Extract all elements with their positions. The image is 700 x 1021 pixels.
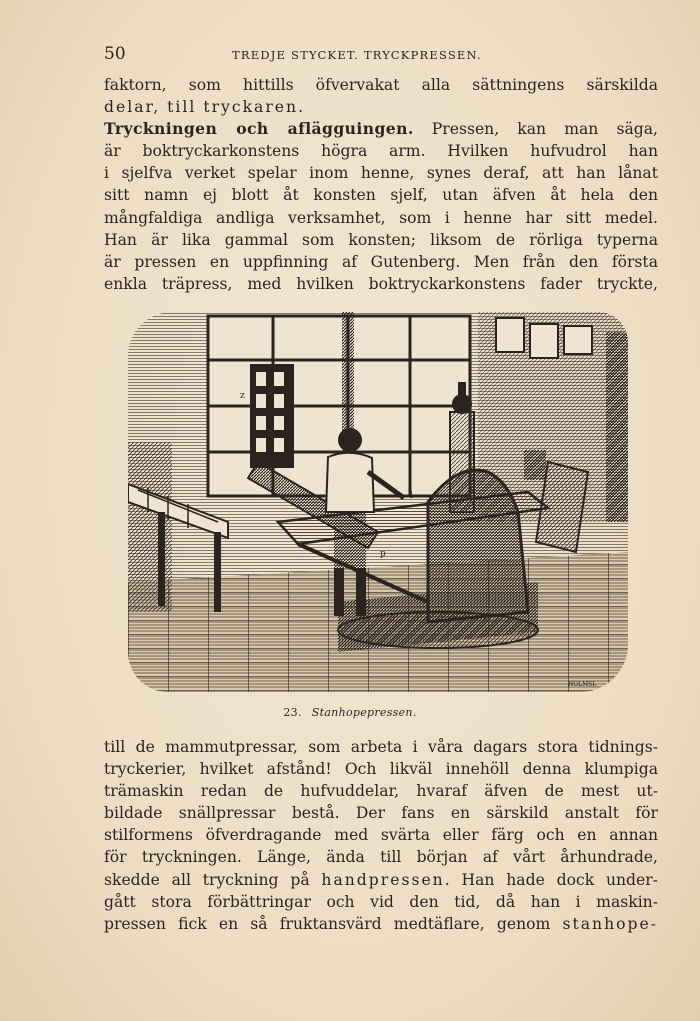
figure-label: p [380, 549, 386, 559]
page-number: 50 [104, 44, 126, 64]
text-line: mångfaldiga andliga verksamhet, som i henne har sitt medel. [104, 208, 658, 227]
text-line: Han är lika gammal som konsten; liksom de rörliga typerna [104, 230, 658, 249]
figure-label: l [410, 491, 413, 501]
section-heading: Tryckningen och aflägguingen. [104, 119, 414, 139]
text-line [104, 913, 658, 935]
text-line: trämaskin redan de hufvuddelar, hvaraf äfven de mest ut- [104, 782, 658, 801]
engraver-signature: HOLMSL [568, 681, 597, 688]
text-run: pressen fick en så fruktansvärd medtäflare, genom [104, 914, 563, 933]
figure-title: Stanhopepressen. [311, 706, 417, 719]
text-line: till de mammutpressar, som arbeta i våra dagars stora tidnings- [104, 738, 658, 756]
top-paragraphs [104, 74, 658, 295]
text-line: stilformens öfverdragande med svärta eller färg och en annan [104, 826, 658, 845]
text-run: Pressen, kan man säga, [413, 120, 658, 139]
text-line: enkla träpress, med hvilken boktryckarkonstens fader tryckte, [104, 274, 658, 293]
text-line: är boktryckarkonstens högra arm. Hvilken hufvudrol han [104, 142, 658, 161]
text-line [104, 869, 658, 891]
text-run: . Han hade dock under- [444, 870, 658, 889]
text-line: faktorn, som hittills öfvervakat alla sättningens särskilda [104, 76, 658, 94]
text-line: bildade snällpressar bestå. Der fans en särskild anstalt för [104, 804, 658, 823]
figure-number: 23. [283, 706, 302, 719]
spaced-word: delar, till tryckaren. [104, 98, 306, 117]
figure-label: z [240, 391, 245, 401]
text-run: skedde all tryckning på [104, 870, 322, 889]
bottom-paragraph [104, 736, 658, 935]
text-line [104, 118, 658, 140]
figure-caption [0, 706, 700, 719]
text-line: gått stora förbättringar och vid den tid, då han i maskin- [104, 892, 658, 911]
text-line [104, 96, 658, 118]
running-head [104, 44, 660, 66]
printing-press-engraving [128, 312, 628, 692]
running-title: TREDJE STYCKET. TRYCKPRESSEN. [232, 48, 482, 62]
text-line: sitt namn ej blott åt konsten sjelf, utan äfven åt hela den [104, 186, 658, 205]
spaced-word: stanhope- [562, 914, 658, 933]
text-line: tryckerier, hvilket afstånd! Och likväl innehöll denna klumpiga [104, 760, 658, 779]
spaced-word: handpressen [321, 870, 445, 889]
text-line: är pressen en uppfinning af Gutenberg. Men från den första [104, 252, 658, 271]
text-line: för tryckningen. Länge, ända till början af vårt århundrade, [104, 848, 658, 867]
text-line: i sjelfva verket spelar inom henne, synes deraf, att han lånat [104, 164, 658, 183]
